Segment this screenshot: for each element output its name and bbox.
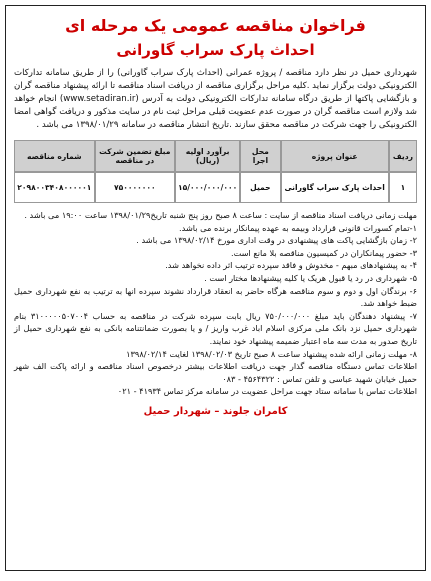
conditions-list <box>14 209 417 398</box>
list-item: اطلاعات تماس دستگاه مناقصه گذار جهت دریافت اطلاعات بیشتر درخصوص اسناد مناقصه و ارائه پاکت الف شهر حمیل خیابان شهید عباسی و تلفن تماس : ۴۵۶۴۳۲۲ - ۰۸۳ <box>14 361 417 384</box>
notice-page <box>5 5 426 571</box>
notice-title: فراخوان مناقصه عمومی یک مرحله ای <box>65 16 366 35</box>
list-item: ۲- زمان بازگشایی پاکت های پیشنهادی در وقت اداری مورخ ۱۳۹۸/۰۲/۱۴ می باشد . <box>136 235 417 246</box>
list-item: ۶- برندگان اول و دوم و سوم مناقصه هرگاه حاضر به انعقاد قرارداد نشوند سپرده انها به ترتیب به نفع شهرداری حمیل ضبط خواهد شد. <box>14 285 417 309</box>
cell-tender-number: ۲۰۹۸۰۰۳۴۰۸۰۰۰۰۰۱ <box>14 172 95 203</box>
col-estimate: برآورد اولیه (ریال) <box>175 140 240 172</box>
intro-paragraph: شهرداری حمیل در نظر دارد مناقصه / پروژه عمرانی (احداث پارک سراب گاورانی) را از طریق سامانه تدارکات الکترونیکی دولت برگزار نماید .کلیه مراحل برگزاری مناقصه از دریافت اسناد مناقصه تا ارائه پیشنهاد مناقصه گران و بازگشایی پاکتها از طریق درگاه سامانه تدارکات الکترونیکی دولت به آدرس (www.setadiran.ir) انجام خواهد شد ولازم است مناقصه گران در صورت عدم عضویت قبلی مراحل ثبت نام در سایت مذکور و دریافت گواهی امضا الکترونیکی را جهت شرکت در مناقصه محقق سازند .تاریخ انتشار مناقصه در سامانه ۱۳۹۸/۰۱/۲۹ می باشد . <box>14 68 417 130</box>
tender-table <box>14 140 417 203</box>
cell-estimate: ۱۵/۰۰۰/۰۰۰/۰۰۰ <box>175 172 240 203</box>
cell-project-title: احداث پارک سراب گاورانی <box>281 172 389 203</box>
table-header-row <box>14 140 417 172</box>
col-tender-number: شماره مناقصه <box>14 140 95 172</box>
cell-location: حمیل <box>240 172 280 203</box>
col-guarantee: مبلغ تضمین شرکت در مناقصه <box>95 140 175 172</box>
list-item: ۳- حضور پیمانکاران در کمیسیون مناقصه بلا مانع است. <box>231 247 417 258</box>
list-item: مهلت زمانی دریافت اسناد مناقصه از سایت : ساعت ۸ صبح روز پنج شنبه تاریخ۱۳۹۸/۰۱/۲۹ ساعت ۱۹:۰۰ می باشد . <box>24 210 417 220</box>
col-row-number: ردیف <box>389 140 417 172</box>
list-item: ۴- به پیشنهادهای مبهم - مخدوش و فاقد سپرده ترتیب اثر داده نخواهد شد. <box>165 260 417 271</box>
list-item: ۱-تمام کسورات قانونی قرارداد وبیمه به عهده پیمانکار برنده می باشد. <box>179 222 417 233</box>
list-item: ۸- مهلت زمانی ارائه شده پیشنهاد ساعت ۸ صبح تاریخ ۱۳۹۸/۰۲/۰۳ لغایت ۱۳۹۸/۰۲/۱۴ <box>126 348 417 359</box>
list-item: ۷- پیشنهاد دهندگان باید مبلغ ۷۵۰/۰۰۰/۰۰۰ ریال بابت سپرده شرکت در مناقصه به حساب ۳۱۰۰۰۰۰۵۰۷۰۰۴ بنام شهرداری حمیل نزد بانک ملی مرکزی اسلام اباد غرب واریز / و یا بصورت ضمانتنامه بانکی به نفع شهرداری حمیل از تاریخ صدور به مدت سه ماه اعتبار ضمیمه پیشنهاد خود نمایند. <box>14 310 417 346</box>
project-title: احداث پارک سراب گاورانی <box>116 41 315 59</box>
signature: کامران جلوند – شهردار حمیل <box>143 405 288 417</box>
cell-guarantee: ۷۵۰۰۰۰۰۰۰ <box>95 172 175 203</box>
list-item: ۵- شهرداری در رد یا قبول هریک یا کلیه پیشنهادها مختار است . <box>204 272 417 283</box>
col-project-title: عنوان پروژه <box>281 140 389 172</box>
table-row <box>14 172 417 203</box>
col-location: محل اجرا <box>240 140 280 172</box>
cell-row-number: ۱ <box>389 172 417 203</box>
list-item: اطلاعات تماس با سامانه ستاد جهت مراحل عضویت در سامانه مرکز تماس ۴۱۹۳۴ - ۰۲۱ <box>117 386 417 397</box>
